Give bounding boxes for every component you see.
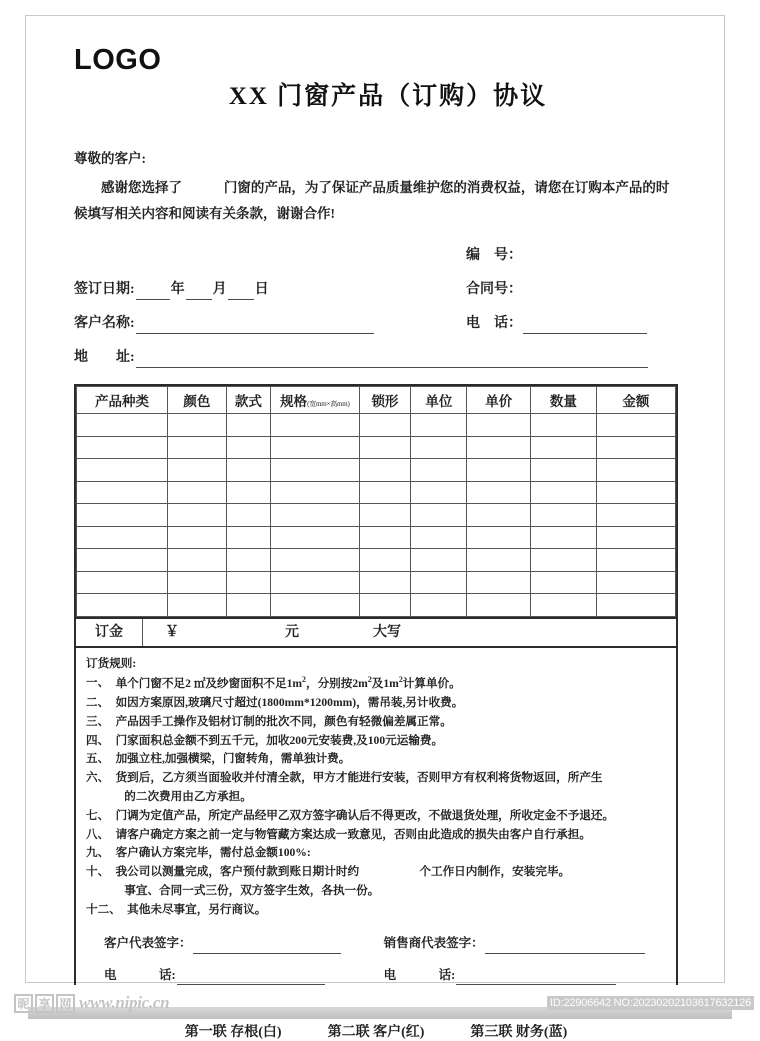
rule-sup: 2 [398, 675, 403, 685]
cell-product-type[interactable] [77, 526, 168, 549]
customer-phone-label2: 话: [159, 967, 176, 982]
rule-item-3 [86, 713, 666, 732]
cell-amount[interactable] [596, 414, 675, 437]
deposit-currency-symbol: ￥ [165, 624, 179, 640]
rule-item-10 [86, 863, 666, 882]
cell-unit-price[interactable] [467, 549, 530, 572]
rule-text: 货到后，乙方须当面验收并付清全款，甲方才能进行安装，否则甲方有权利将货物返回，所产生 [115, 771, 603, 785]
cell-quantity[interactable] [530, 504, 596, 527]
cell-amount[interactable] [596, 594, 675, 617]
customer-name-label: 客户名称: [74, 316, 135, 332]
rule-item-9 [86, 844, 666, 863]
cell-spec[interactable] [271, 504, 360, 527]
contract-no-field[interactable] [466, 279, 678, 300]
rule-text: 产品因手工操作及铝材订制的批次不同，颜色有轻微偏差属正常。 [115, 714, 452, 728]
order-section-frame [74, 384, 678, 1004]
address-field[interactable] [74, 347, 649, 368]
day-unit: 日 [254, 282, 269, 298]
rule-text [116, 674, 666, 694]
deposit-fields[interactable] [143, 619, 676, 646]
cell-spec[interactable] [271, 481, 360, 504]
table-row[interactable] [77, 436, 676, 459]
cell-quantity[interactable] [530, 459, 596, 482]
cell-unit-price[interactable] [467, 526, 530, 549]
cell-quantity[interactable] [530, 414, 596, 437]
rule-text [116, 863, 666, 882]
rule-sup: 2 [367, 675, 372, 685]
cell-spec[interactable] [271, 571, 360, 594]
customer-rep-signature-label: 客户代表签字： [104, 936, 192, 951]
spec-label: 规格 [280, 394, 308, 410]
copy-label-first: 第一联 存根(白) [184, 1024, 282, 1040]
order-no-field[interactable] [466, 245, 678, 266]
cell-quantity[interactable] [530, 571, 596, 594]
copy-label-second: 第二联 客户(红) [327, 1024, 425, 1040]
cell-amount[interactable] [596, 571, 675, 594]
sign-date-field[interactable] [74, 279, 466, 300]
customer-name-field[interactable] [74, 313, 466, 334]
cell-lock-shape[interactable] [359, 571, 411, 594]
cell-unit[interactable] [411, 549, 467, 572]
rules-title: 订货规则: [86, 656, 137, 670]
intro-line2: 在订购本产品的时候填写相关内容和阅读有关条款，谢谢合作! [74, 179, 670, 221]
month-input-line[interactable] [186, 285, 212, 300]
nipic-url: www.nipic.cn [79, 993, 170, 1012]
cell-spec[interactable] [271, 594, 360, 617]
rule-number: 五、 [86, 752, 110, 766]
cell-color[interactable] [168, 481, 227, 504]
nipic-char-3: 网 [56, 994, 75, 1013]
column-header-product-type: 产品种类 [77, 387, 168, 414]
cell-amount[interactable] [596, 436, 675, 459]
deposit-unit-label: 元 [285, 624, 299, 640]
spec-sublabel: (宽mm×高mm) [307, 400, 350, 409]
rule-text-part: 个工作日内制作，安装完毕。 [419, 865, 571, 879]
cell-unit-price[interactable] [467, 594, 530, 617]
cell-product-type[interactable] [77, 414, 168, 437]
rule-item-10-continuation: 事宜、合同一式三份，双方签字生效，各执一份。 [124, 883, 380, 897]
cell-unit[interactable] [411, 436, 467, 459]
copy-label-third: 第三联 财务(蓝) [470, 1024, 568, 1040]
rule-item-12 [86, 901, 666, 920]
contract-no-label: 合同号： [466, 282, 522, 298]
cell-quantity[interactable] [530, 526, 596, 549]
year-unit: 年 [170, 282, 185, 298]
cell-unit[interactable] [411, 414, 467, 437]
rule-number: 三、 [86, 714, 110, 728]
customer-rep-signature-field[interactable] [104, 933, 384, 953]
cell-spec[interactable] [271, 436, 360, 459]
page-content [74, 46, 678, 1041]
cell-product-type[interactable] [77, 459, 168, 482]
table-row[interactable] [77, 459, 676, 482]
nipic-brand-glyphs [14, 994, 75, 1013]
cell-unit-price[interactable] [467, 481, 530, 504]
form-fields [74, 245, 678, 368]
cell-product-type[interactable] [77, 504, 168, 527]
rule-item-6 [86, 769, 666, 788]
rule-number: 一、 [86, 676, 110, 690]
month-unit: 月 [212, 282, 227, 298]
cell-unit[interactable] [411, 459, 467, 482]
cell-style[interactable] [226, 549, 270, 572]
rule-number: 六、 [86, 771, 110, 785]
cell-color[interactable] [168, 459, 227, 482]
phone-label: 电 话： [466, 316, 522, 332]
cell-unit[interactable] [411, 481, 467, 504]
rule-number: 四、 [86, 733, 110, 747]
column-header-unit: 单位 [411, 387, 467, 414]
seller-rep-signature-line[interactable] [485, 940, 645, 954]
nipic-watermark-logo [14, 993, 169, 1013]
cell-lock-shape[interactable] [359, 526, 411, 549]
cell-style[interactable] [226, 481, 270, 504]
cell-amount[interactable] [596, 459, 675, 482]
cell-product-type[interactable] [77, 594, 168, 617]
customer-name-input-line[interactable] [136, 319, 374, 334]
seller-rep-phone-line[interactable] [456, 971, 616, 985]
table-row[interactable] [77, 549, 676, 572]
deposit-label: 订金 [76, 619, 143, 646]
cell-spec[interactable] [271, 414, 360, 437]
intro-body [74, 175, 678, 228]
cell-unit-price[interactable] [467, 436, 530, 459]
address-label: 地 址: [74, 350, 135, 366]
cell-quantity[interactable] [530, 594, 596, 617]
cell-unit-price[interactable] [467, 571, 530, 594]
customer-rep-signature-line[interactable] [193, 940, 341, 954]
cell-quantity[interactable] [530, 436, 596, 459]
rule-text-part: 计算单价。 [402, 677, 461, 691]
cell-lock-shape[interactable] [359, 414, 411, 437]
signature-phone-row [104, 965, 652, 985]
cell-lock-shape[interactable] [359, 481, 411, 504]
cell-product-type[interactable] [77, 481, 168, 504]
table-header-row [77, 387, 676, 414]
table-row[interactable] [77, 481, 676, 504]
year-input-line[interactable] [136, 285, 170, 300]
cell-color[interactable] [168, 594, 227, 617]
day-input-line[interactable] [228, 285, 254, 300]
cell-unit-price[interactable] [467, 459, 530, 482]
table-row[interactable] [77, 594, 676, 617]
seller-phone-label: 电 [383, 967, 397, 982]
table-row[interactable] [77, 526, 676, 549]
salutation: 尊敬的客户: [74, 151, 146, 167]
rule-item-8 [86, 826, 666, 845]
signature-section [86, 933, 666, 985]
cell-lock-shape[interactable] [359, 549, 411, 572]
rule-text: 客户确认方案完毕，需付总金额100%: [115, 846, 311, 860]
column-header-style: 款式 [226, 387, 270, 414]
rule-number: 九、 [86, 846, 110, 860]
cell-spec[interactable] [271, 459, 360, 482]
cell-color[interactable] [168, 436, 227, 459]
cell-product-type[interactable] [77, 571, 168, 594]
order-items-table [76, 386, 676, 617]
cell-quantity[interactable] [530, 481, 596, 504]
rule-number: 十、 [86, 865, 110, 879]
cell-spec[interactable] [271, 526, 360, 549]
cell-color[interactable] [168, 414, 227, 437]
column-header-spec [271, 387, 360, 414]
cell-style[interactable] [226, 459, 270, 482]
intro-paragraph [74, 146, 678, 227]
cell-amount[interactable] [596, 481, 675, 504]
cell-amount[interactable] [596, 504, 675, 527]
cell-product-type[interactable] [77, 549, 168, 572]
cell-lock-shape[interactable] [359, 459, 411, 482]
column-header-unit-price: 单价 [467, 387, 530, 414]
cell-style[interactable] [226, 436, 270, 459]
customer-rep-phone-line[interactable] [177, 971, 325, 985]
cell-color[interactable] [168, 571, 227, 594]
rule-text: 加强立柱,加强横梁，门窗转角，需单独计费。 [115, 752, 351, 766]
rule-text-part: ，分别按2m [305, 677, 368, 691]
table-body [77, 414, 676, 617]
table-row[interactable] [77, 504, 676, 527]
phone-field[interactable] [466, 313, 678, 334]
customer-phone-label: 电 [104, 967, 117, 982]
rule-text: 门家面积总金额不到五千元，加收200元安装费,及100元运输费。 [115, 733, 444, 747]
order-no-label: 编 号： [466, 248, 522, 264]
rule-text-part: 单个门窗不足2 ㎡及纱窗面积不足1m [115, 677, 303, 691]
address-input-line[interactable] [136, 353, 648, 368]
column-header-color: 颜色 [168, 387, 227, 414]
rule-number: 十二、 [86, 902, 121, 916]
phone-input-line[interactable] [523, 319, 647, 334]
rule-item-1 [86, 674, 666, 694]
rule-text: 如因方案原因,玻璃尺寸超过(1800mm*1200mm)，需吊装,另计收费。 [115, 696, 464, 710]
cell-amount[interactable] [596, 549, 675, 572]
cell-style[interactable] [226, 594, 270, 617]
image-id-text: ID:22906642 NO:20230202103617632126 [547, 996, 754, 1010]
order-rules-section [76, 646, 676, 1002]
rule-number: 二、 [86, 696, 110, 710]
cell-quantity[interactable] [530, 549, 596, 572]
watermark-footer [0, 985, 760, 1024]
seller-rep-signature-field[interactable] [384, 933, 652, 953]
table-row[interactable] [77, 414, 676, 437]
cell-lock-shape[interactable] [359, 436, 411, 459]
rule-text: 其他未尽事宜，另行商议。 [127, 902, 267, 916]
nipic-char-2: 享 [35, 994, 54, 1013]
cell-amount[interactable] [596, 526, 675, 549]
rule-number: 七、 [86, 808, 110, 822]
deposit-in-words-label: 大写 [373, 624, 401, 640]
cell-unit[interactable] [411, 571, 467, 594]
seller-phone-label2: 话: [438, 967, 456, 982]
rule-text: 请客户确定方案之前一定与物管藏方案达成一致意见，否则由此造成的损失由客户自行承担。 [115, 827, 591, 841]
cell-lock-shape[interactable] [359, 594, 411, 617]
intro-line1-a: 感谢您选择了 [101, 179, 182, 195]
cell-unit-price[interactable] [467, 504, 530, 527]
column-header-amount: 金额 [596, 387, 675, 414]
cell-color[interactable] [168, 504, 227, 527]
nipic-char-1: 昵 [14, 994, 33, 1013]
rule-item-5 [86, 750, 666, 769]
rule-item-6-continuation: 的二次费用由乙方承担。 [124, 790, 252, 804]
cell-style[interactable] [226, 526, 270, 549]
cell-style[interactable] [226, 571, 270, 594]
order-no-row [74, 245, 678, 266]
column-header-quantity: 数量 [530, 387, 596, 414]
cell-unit-price[interactable] [467, 414, 530, 437]
company-logo: LOGO [74, 44, 162, 76]
rule-text-part: 我公司以测量完成，客户预付款到账日期计时约 [115, 865, 360, 879]
deposit-row [76, 617, 676, 646]
customer-phone-row [74, 313, 678, 334]
cell-unit[interactable] [411, 526, 467, 549]
cell-style[interactable] [226, 414, 270, 437]
cell-style[interactable] [226, 504, 270, 527]
column-header-lock-shape: 锁形 [359, 387, 411, 414]
rule-sup: 2 [302, 675, 306, 685]
cell-spec[interactable] [271, 549, 360, 572]
signature-name-row [104, 933, 652, 953]
cell-lock-shape[interactable] [359, 504, 411, 527]
rule-text: 门调为定值产品，所定产品经甲乙双方签字确认后不得更改，不做退货处理，所收定金不予退还。 [115, 808, 615, 822]
rule-item-7 [86, 807, 666, 826]
sign-date-label: 签订日期: [74, 282, 135, 298]
address-row [74, 347, 678, 368]
seller-rep-signature-label: 销售商代表签字： [383, 936, 484, 951]
intro-line1-b: 门窗的产品，为了保证产品质量维护您的消费权益，请您 [223, 179, 562, 195]
table-row[interactable] [77, 571, 676, 594]
cell-unit[interactable] [411, 594, 467, 617]
rule-item-2 [86, 694, 666, 713]
rule-number: 八、 [86, 827, 110, 841]
cell-color[interactable] [168, 526, 227, 549]
seller-rep-phone-field[interactable] [384, 965, 652, 985]
rule-item-4 [86, 732, 666, 751]
customer-rep-phone-field[interactable] [104, 965, 384, 985]
cell-product-type[interactable] [77, 436, 168, 459]
document-title: XX 门窗产品（订购）协议 [228, 83, 548, 110]
date-contract-row [74, 279, 678, 300]
rule-text-part: 及1m [371, 677, 399, 691]
cell-color[interactable] [168, 549, 227, 572]
cell-unit[interactable] [411, 504, 467, 527]
